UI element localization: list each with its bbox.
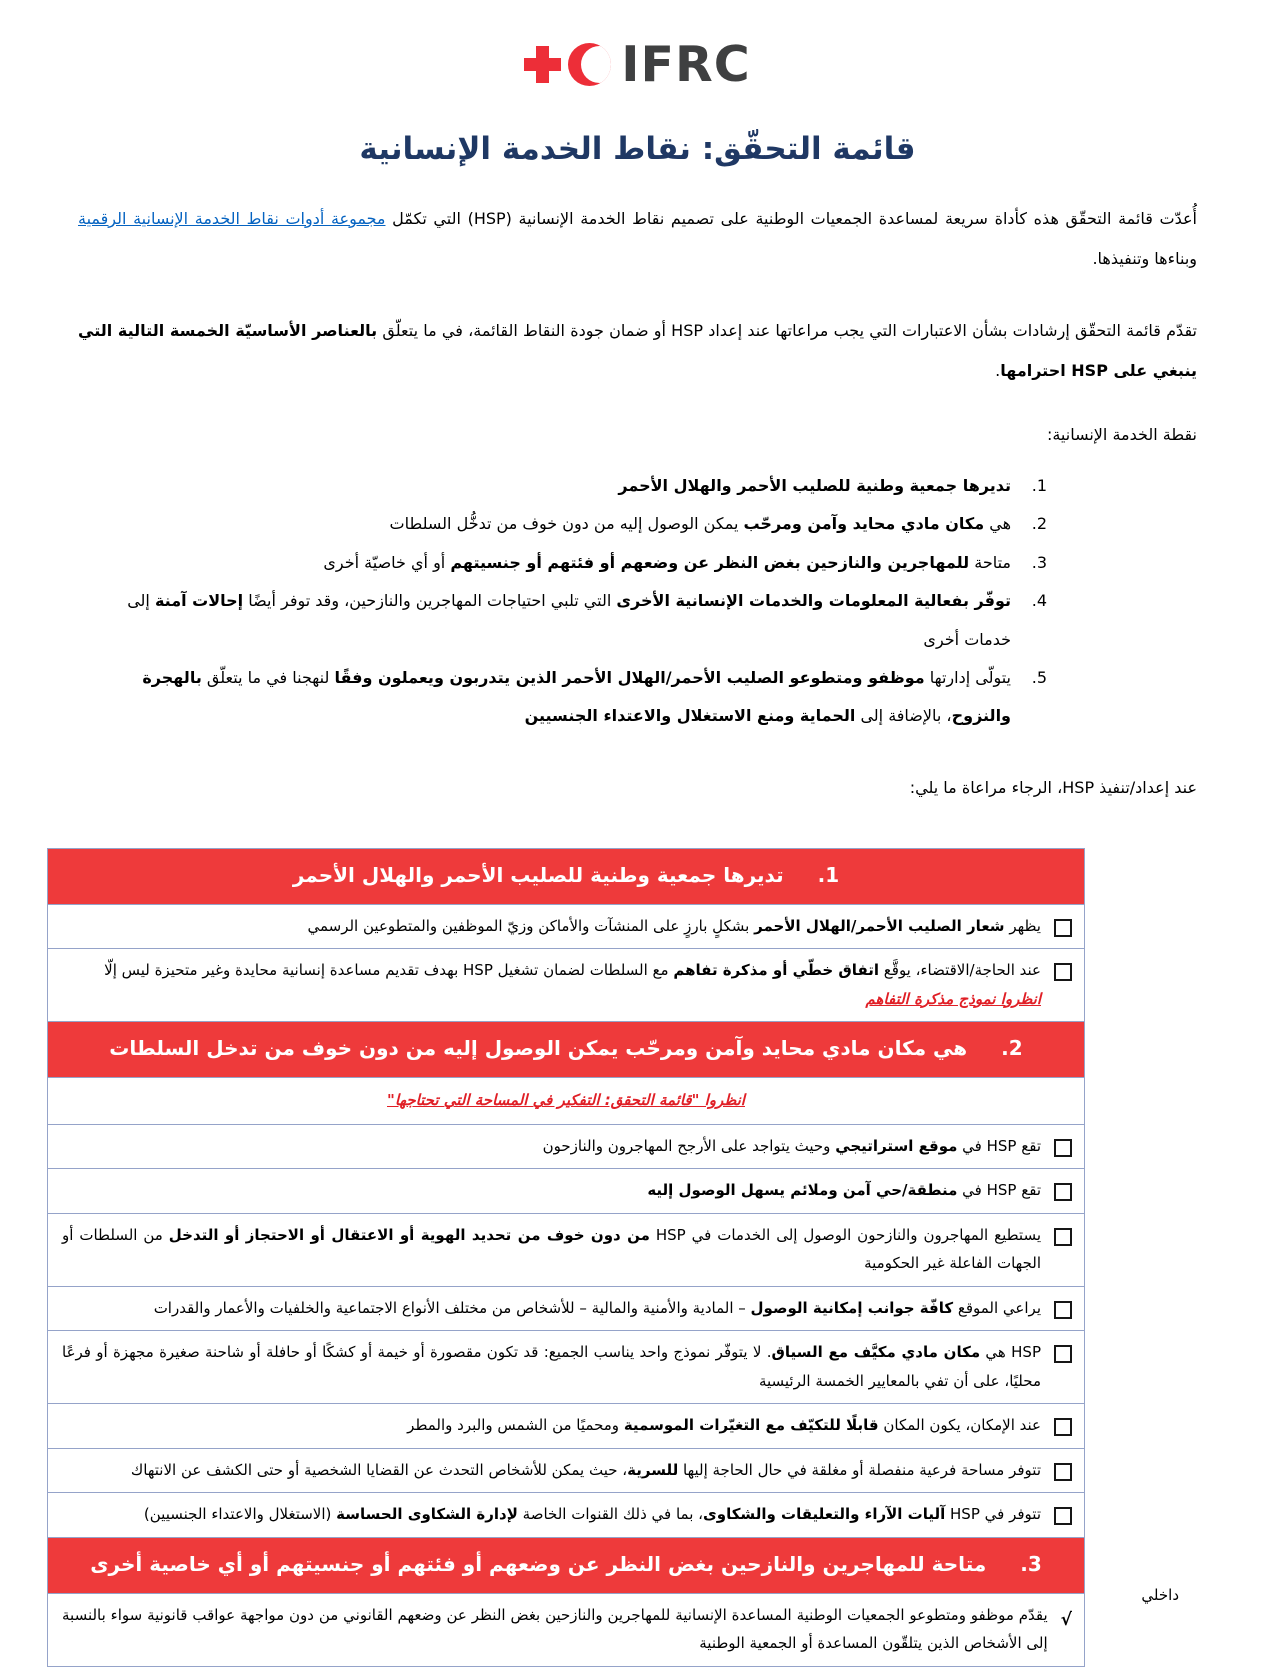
text-run: منطقة/حي آمن وملائم يسهل الوصول إليه xyxy=(647,1181,958,1200)
text-run: يراعي الموقع xyxy=(953,1298,1041,1317)
checklist-table xyxy=(47,848,1085,1667)
section-number: 3. xyxy=(1020,1551,1042,1576)
list-item-number: 4. xyxy=(1031,591,1047,611)
checklist-row xyxy=(48,1286,1084,1331)
intro-paragraph-1 xyxy=(78,199,1197,279)
checklist-row xyxy=(48,1168,1084,1213)
text-run: ، حيث يمكن للأشخاص التحدث عن القضايا الشخصية أو حتى الكشف عن الانتهاك xyxy=(130,1460,628,1479)
row-checkbox[interactable] xyxy=(1054,919,1072,937)
text-run: مكان مادي محايد وآمن ومرحّب xyxy=(743,514,985,534)
text-run: آليات الآراء والتعليقات والشكاوى xyxy=(703,1505,946,1524)
checklist-row xyxy=(48,1448,1084,1493)
list-item-text xyxy=(78,582,1011,659)
text-run: – المادية والأمنية والمالية – للأشخاص من مختلف الأنواع الاجتماعية والخلفيات والأعمار والقدرات xyxy=(153,1298,751,1317)
list-item-number: 2. xyxy=(1031,514,1047,534)
see-also-link[interactable]: انظروا نموذج مذكرة التفاهم xyxy=(865,989,1041,1008)
section-title: هي مكان مادي محايد وآمن ومرحّب يمكن الوصول إليه من دون خوف من تدخل السلطات xyxy=(109,1036,968,1061)
text-run: أُعدّت قائمة التحقّق هذه كأداة سريعة لمساعدة الجمعيات الوطنية على تصميم نقاط الخدمة الإنسانية (HSP) التي تكمّل xyxy=(385,209,1198,228)
text-run: تقع HSP في xyxy=(957,1136,1041,1155)
row-checkbox[interactable] xyxy=(1054,963,1072,981)
text-run: من السلطات أو الجهات الفاعلة غير الحكومية xyxy=(62,1225,1041,1273)
text-run: للمهاجرين والنازحين بغض النظر عن وضعهم أو فئتهم أو جنسيتهم xyxy=(450,552,970,572)
text-run: الحماية ومنع الاستغلال والاعتداء الجنسيين xyxy=(524,706,856,726)
text-run: إلى خدمات أخرى xyxy=(127,591,1011,649)
text-run: إحالات آمنة xyxy=(154,591,244,611)
text-run: ، بالإضافة إلى xyxy=(855,706,952,726)
row-checkbox[interactable] xyxy=(1054,1183,1072,1201)
section-number: 1. xyxy=(817,862,840,887)
text-run: . لا يتوفّر نموذج واحد يناسب الجميع: قد تكون مقصورة أو خيمة أو كشكًا أو حافلة أو شاحنة صغيرة مجهزة أو فرعًا محليًا، على أن تفي بالمعايير الخمسة الرئيسية xyxy=(62,1343,1041,1390)
text-run: HSP هي xyxy=(980,1343,1042,1362)
row-text xyxy=(62,1456,1041,1485)
checkmark-icon: √ xyxy=(1060,1609,1072,1630)
text-run: (الاستغلال والاعتداء الجنسيين) xyxy=(143,1505,337,1524)
list-item-number: 3. xyxy=(1031,552,1047,572)
list-item-text xyxy=(323,544,1011,582)
hsp-toolkit-link[interactable]: مجموعة أدوات نقاط الخدمة الإنسانية الرقمية xyxy=(78,209,386,228)
text-run: . xyxy=(995,361,1001,380)
text-run: كافّة جوانب إمكانية الوصول xyxy=(750,1298,954,1317)
intro-section xyxy=(78,199,1197,804)
row-text xyxy=(62,1294,1041,1323)
checklist-row xyxy=(48,1593,1084,1666)
text-run: مكان مادي مكيَّف مع السياق xyxy=(771,1343,981,1362)
text-run: وبناءها وتنفيذها. xyxy=(1092,249,1197,268)
section-banner xyxy=(48,1537,1084,1593)
red-crescent-icon xyxy=(568,43,611,86)
row-text xyxy=(62,956,1041,1013)
text-run: مع السلطات لضمان تشغيل HSP بهدف تقديم مساعدة إنسانية محايدة وغير متحيزة ليس إلّا xyxy=(104,961,674,980)
red-cross-icon xyxy=(524,46,561,83)
hsp-definition-heading: نقطة الخدمة الإنسانية: xyxy=(1046,425,1197,444)
text-run: تقدّم قائمة التحقّق إرشادات بشأن الاعتبارات التي يجب مراعاتها عند إعداد HSP أو ضمان جودة النقاط القائمة، في ما يتعلّق xyxy=(377,321,1197,340)
row-text xyxy=(62,1601,1048,1658)
text-run: لنهجنا في ما يتعلّق xyxy=(201,667,335,687)
list-item xyxy=(78,505,1047,543)
text-run: تتوفر مساحة فرعية منفصلة أو مغلقة في حال الحاجة إليها xyxy=(678,1460,1041,1479)
checklist-row xyxy=(48,948,1084,1021)
see-also-link[interactable]: انظروا "قائمة التحقق: التفكير في المساحة التي تحتاجها" xyxy=(387,1091,745,1110)
text-run: تديرها جمعية وطنية للصليب الأحمر والهلال الأحمر xyxy=(618,476,1011,495)
text-run: تقع HSP في xyxy=(957,1181,1041,1200)
text-run: ، بما في ذلك القنوات الخاصة xyxy=(517,1505,703,1524)
text-run: ومحميًا من الشمس والبرد والمطر xyxy=(407,1416,624,1435)
list-item-text xyxy=(390,505,1011,543)
ifrc-logo xyxy=(0,0,1275,93)
checklist-row xyxy=(48,1124,1084,1169)
list-item xyxy=(78,544,1047,582)
text-run: بالعناصر الأساسيّة الخمسة التالية التي ينبغي على HSP احترامها xyxy=(78,321,1197,380)
text-run: قابلًا للتكيّف مع التغيّرات الموسمية xyxy=(623,1416,879,1435)
text-run: لإدارة الشكاوى الحساسة xyxy=(336,1505,518,1524)
row-text xyxy=(62,1221,1041,1278)
text-run: أو أي خاصيّة أخرى xyxy=(323,552,451,572)
text-run: اتفاق خطّي أو مذكرة تفاهم xyxy=(673,961,880,980)
text-run: بشكلٍ بارزٍ على المنشآت والأماكن وزيّ الموظفين والمتطوعين الرسمي xyxy=(307,916,755,935)
list-item xyxy=(78,582,1047,659)
text-run: يستطيع المهاجرون والنازحون الوصول إلى الخدمات في HSP xyxy=(649,1225,1042,1244)
row-checkbox[interactable] xyxy=(1054,1228,1072,1246)
section-banner xyxy=(48,1021,1084,1077)
text-run: هي xyxy=(984,514,1011,534)
text-run: يمكن الوصول إليه من دون خوف من تدخُّل السلطات xyxy=(389,514,744,534)
row-checkbox[interactable] xyxy=(1054,1139,1072,1157)
text-run: وحيث يتواجد على الأرجح المهاجرون والنازحون xyxy=(542,1136,836,1155)
row-checkbox[interactable] xyxy=(1054,1463,1072,1481)
row-text xyxy=(62,912,1041,941)
checklist-row xyxy=(48,1492,1084,1537)
list-item-number: 5. xyxy=(1031,667,1047,687)
ifrc-wordmark: IFRC xyxy=(621,36,751,93)
list-item-text xyxy=(618,467,1011,505)
text-run: موقع استراتيجي xyxy=(835,1136,958,1155)
list-item-number: 1. xyxy=(1031,476,1047,495)
intro-paragraph-2 xyxy=(78,311,1197,391)
row-checkbox[interactable] xyxy=(1054,1301,1072,1319)
checklist-instruction: عند إعداد/تنفيذ HSP، الرجاء مراعاة ما يلي: xyxy=(909,777,1197,797)
text-run: يظهر xyxy=(1004,916,1041,935)
classification-label: داخلي xyxy=(1141,1586,1179,1604)
row-checkbox[interactable] xyxy=(1054,1345,1072,1363)
text-run: متاحة xyxy=(969,552,1011,572)
text-run: من دون خوف من تحديد الهوية أو الاعتقال أو الاحتجاز أو التدخل xyxy=(168,1225,650,1244)
checklist-row xyxy=(48,1403,1084,1448)
page-title: قائمة التحقّق: نقاط الخدمة الإنسانية xyxy=(359,131,916,167)
checklist-row xyxy=(48,1213,1084,1286)
row-text xyxy=(62,1411,1041,1440)
text-run: عند الإمكان، يكون المكان xyxy=(878,1416,1041,1435)
section-number: 2. xyxy=(1001,1036,1023,1061)
section-banner xyxy=(48,849,1084,904)
row-text xyxy=(62,1176,1041,1205)
text-run: التي تلبي احتياجات المهاجرين والنازحين، وقد توفر أيضًا xyxy=(243,591,617,611)
row-text xyxy=(62,1132,1041,1161)
list-item xyxy=(78,659,1047,736)
list-item xyxy=(78,467,1047,505)
text-run: بالهجرة والنزوح xyxy=(142,667,1011,726)
text-run: توفّر بفعالية المعلومات والخدمات الإنسانية الأخرى xyxy=(616,591,1011,611)
text-run: موظفو ومتطوعو الصليب الأحمر/الهلال الأحمر الذين يتدربون ويعملون وفقًا xyxy=(334,667,925,687)
text-run: شعار الصليب الأحمر/الهلال الأحمر xyxy=(754,916,1005,935)
checklist-row xyxy=(48,1330,1084,1403)
section-title: متاحة للمهاجرين والنازحين بغض النظر عن وضعهم أو فئتهم أو جنسيتهم أو أي خاصية أخرى xyxy=(90,1551,987,1576)
row-checkbox[interactable] xyxy=(1054,1507,1072,1525)
text-run: يتولّى إدارتها xyxy=(924,667,1011,687)
checklist-row xyxy=(48,904,1084,949)
row-text xyxy=(62,1500,1041,1529)
text-run: يقدّم موظفو ومتطوعو الجمعيات الوطنية المساعدة الإنسانية للمهاجرين والنازحين بغض النظر عن وضعهم القانوني من دون مواجهة عواقب قانونية سواء بالنسبة إلى الأشخاص الذين يتلقّون المساعدة أو الجمعية الوطنية xyxy=(62,1605,1048,1653)
text-run: للسرية xyxy=(627,1460,679,1479)
text-run: عند الحاجة/الاقتضاء، يوقَّع xyxy=(879,961,1041,980)
text-run: تتوفر في HSP xyxy=(945,1505,1041,1524)
list-item-text xyxy=(78,659,1011,736)
see-also-row xyxy=(48,1077,1084,1124)
row-text xyxy=(62,1338,1041,1395)
hsp-criteria-list xyxy=(78,467,1047,736)
row-checkbox[interactable] xyxy=(1054,1418,1072,1436)
section-title: تديرها جمعية وطنية للصليب الأحمر والهلال الأحمر xyxy=(292,862,784,887)
